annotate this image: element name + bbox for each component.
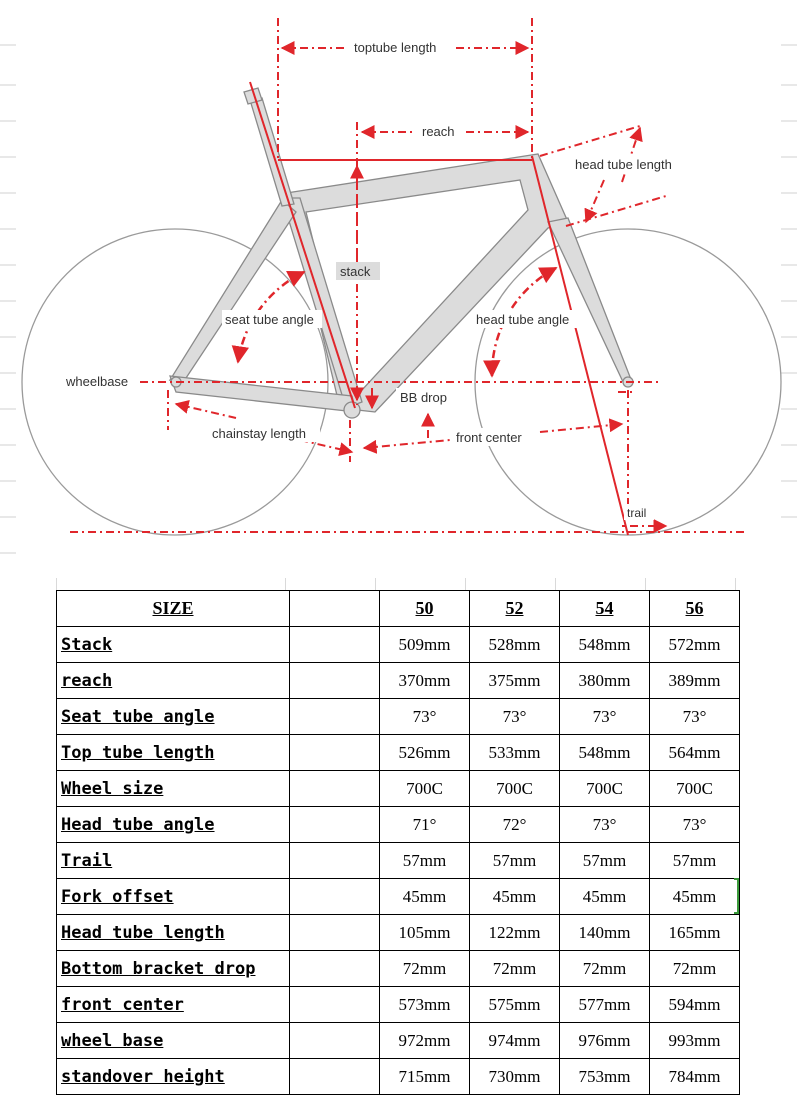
blank-cell[interactable] (290, 591, 380, 627)
grid-line (56, 578, 57, 590)
value-cell[interactable]: 73° (470, 699, 560, 735)
table-row (57, 699, 740, 735)
value-cell[interactable]: 45mm (380, 879, 470, 915)
row-label-cell[interactable]: Head tube angle (57, 807, 290, 843)
stack-label: stack (340, 264, 371, 279)
value-cell[interactable]: 715mm (380, 1059, 470, 1095)
value-cell[interactable]: 380mm (560, 663, 650, 699)
value-cell[interactable]: 45mm (560, 879, 650, 915)
value-cell[interactable]: 700C (560, 771, 650, 807)
blank-cell[interactable] (290, 807, 380, 843)
head-tube-angle-label: head tube angle (476, 312, 570, 327)
grid-line (735, 578, 736, 590)
value-cell[interactable]: 526mm (380, 735, 470, 771)
row-label-cell[interactable]: Wheel size (57, 771, 290, 807)
table-row (57, 915, 740, 951)
value-cell[interactable]: 57mm (470, 843, 560, 879)
front-center-label: front center (456, 430, 522, 445)
row-label-cell[interactable]: reach (57, 663, 290, 699)
geometry-table (56, 590, 740, 1095)
table-row (57, 987, 740, 1023)
value-cell[interactable]: 533mm (470, 735, 560, 771)
seat-tube-angle-label: seat tube angle (225, 312, 314, 327)
value-cell[interactable]: 700C (470, 771, 560, 807)
selected-cell-indicator[interactable] (734, 878, 739, 914)
size-column-header[interactable]: 52 (470, 591, 560, 627)
table-row (57, 951, 740, 987)
reach-label: reach (422, 124, 455, 139)
value-cell[interactable]: 972mm (380, 1023, 470, 1059)
value-cell[interactable]: 72mm (650, 951, 740, 987)
row-label-cell[interactable]: Top tube length (57, 735, 290, 771)
value-cell[interactable]: 72mm (560, 951, 650, 987)
row-label-cell[interactable]: Stack (57, 627, 290, 663)
value-cell[interactable]: 57mm (650, 843, 740, 879)
value-cell[interactable]: 784mm (650, 1059, 740, 1095)
wheelbase-label: wheelbase (66, 374, 129, 389)
grid-line (645, 578, 646, 590)
blank-cell[interactable] (290, 951, 380, 987)
value-cell[interactable]: 573mm (380, 987, 470, 1023)
table-header-row (57, 591, 740, 627)
row-label-cell[interactable]: Bottom bracket drop (57, 951, 290, 987)
value-cell[interactable]: 165mm (650, 915, 740, 951)
row-label-cell[interactable]: Head tube length (57, 915, 290, 951)
value-cell[interactable]: 572mm (650, 627, 740, 663)
size-column-header[interactable]: 56 (650, 591, 740, 627)
size-header-cell[interactable]: SIZE (57, 591, 290, 627)
value-cell[interactable]: 72° (470, 807, 560, 843)
blank-cell[interactable] (290, 915, 380, 951)
value-cell[interactable]: 528mm (470, 627, 560, 663)
chainstay-length-label: chainstay length (212, 426, 306, 441)
value-cell[interactable]: 73° (650, 807, 740, 843)
spreadsheet-area (0, 578, 797, 1099)
blank-cell[interactable] (290, 663, 380, 699)
value-cell[interactable]: 594mm (650, 987, 740, 1023)
table-row (57, 735, 740, 771)
blank-cell[interactable] (290, 771, 380, 807)
value-cell[interactable]: 140mm (560, 915, 650, 951)
row-label-cell[interactable]: Fork offset (57, 879, 290, 915)
value-cell[interactable]: 974mm (470, 1023, 560, 1059)
blank-cell[interactable] (290, 699, 380, 735)
value-cell[interactable]: 389mm (650, 663, 740, 699)
blank-cell[interactable] (290, 987, 380, 1023)
table-row (57, 807, 740, 843)
dimension-labels (62, 38, 690, 520)
grid-line (555, 578, 556, 590)
value-cell[interactable]: 700C (650, 771, 740, 807)
value-cell[interactable]: 73° (380, 699, 470, 735)
blank-cell[interactable] (290, 1023, 380, 1059)
grid-line (375, 578, 376, 590)
toptube-length-label: toptube length (354, 40, 437, 55)
row-label-cell[interactable]: front center (57, 987, 290, 1023)
blank-cell[interactable] (290, 843, 380, 879)
row-label-cell[interactable]: standover height (57, 1059, 290, 1095)
value-cell[interactable]: 72mm (380, 951, 470, 987)
blank-cell[interactable] (290, 627, 380, 663)
value-cell[interactable]: 700C (380, 771, 470, 807)
table-row (57, 627, 740, 663)
table-row (57, 1059, 740, 1095)
row-label-cell[interactable]: wheel base (57, 1023, 290, 1059)
value-cell[interactable]: 57mm (560, 843, 650, 879)
value-cell[interactable]: 577mm (560, 987, 650, 1023)
blank-cell[interactable] (290, 1059, 380, 1095)
value-cell[interactable]: 976mm (560, 1023, 650, 1059)
row-label-cell[interactable]: Trail (57, 843, 290, 879)
trail-label: trail (627, 506, 647, 520)
value-cell[interactable]: 548mm (560, 735, 650, 771)
table-row (57, 843, 740, 879)
value-cell[interactable]: 753mm (560, 1059, 650, 1095)
value-cell[interactable]: 57mm (380, 843, 470, 879)
blank-cell[interactable] (290, 879, 380, 915)
value-cell[interactable]: 564mm (650, 735, 740, 771)
table-row (57, 1023, 740, 1059)
value-cell[interactable]: 73° (560, 699, 650, 735)
value-cell[interactable]: 370mm (380, 663, 470, 699)
table-row (57, 771, 740, 807)
value-cell[interactable]: 993mm (650, 1023, 740, 1059)
value-cell[interactable]: 575mm (470, 987, 560, 1023)
value-cell[interactable]: 71° (380, 807, 470, 843)
value-cell[interactable]: 45mm (650, 879, 740, 915)
row-label-cell[interactable]: Seat tube angle (57, 699, 290, 735)
head-tube-length-label: head tube length (575, 157, 672, 172)
grid-line (285, 578, 286, 590)
bike-frame (170, 88, 633, 418)
value-cell[interactable]: 375mm (470, 663, 560, 699)
value-cell[interactable]: 548mm (560, 627, 650, 663)
value-cell[interactable]: 730mm (470, 1059, 560, 1095)
value-cell[interactable]: 122mm (470, 915, 560, 951)
blank-cell[interactable] (290, 735, 380, 771)
size-column-header[interactable]: 50 (380, 591, 470, 627)
grid-line (465, 578, 466, 590)
value-cell[interactable]: 73° (650, 699, 740, 735)
table-row (57, 879, 740, 915)
value-cell[interactable]: 72mm (470, 951, 560, 987)
value-cell[interactable]: 73° (560, 807, 650, 843)
value-cell[interactable]: 45mm (470, 879, 560, 915)
value-cell[interactable]: 105mm (380, 915, 470, 951)
bb-drop-label: BB drop (400, 390, 447, 405)
size-column-header[interactable]: 54 (560, 591, 650, 627)
value-cell[interactable]: 509mm (380, 627, 470, 663)
table-row (57, 663, 740, 699)
